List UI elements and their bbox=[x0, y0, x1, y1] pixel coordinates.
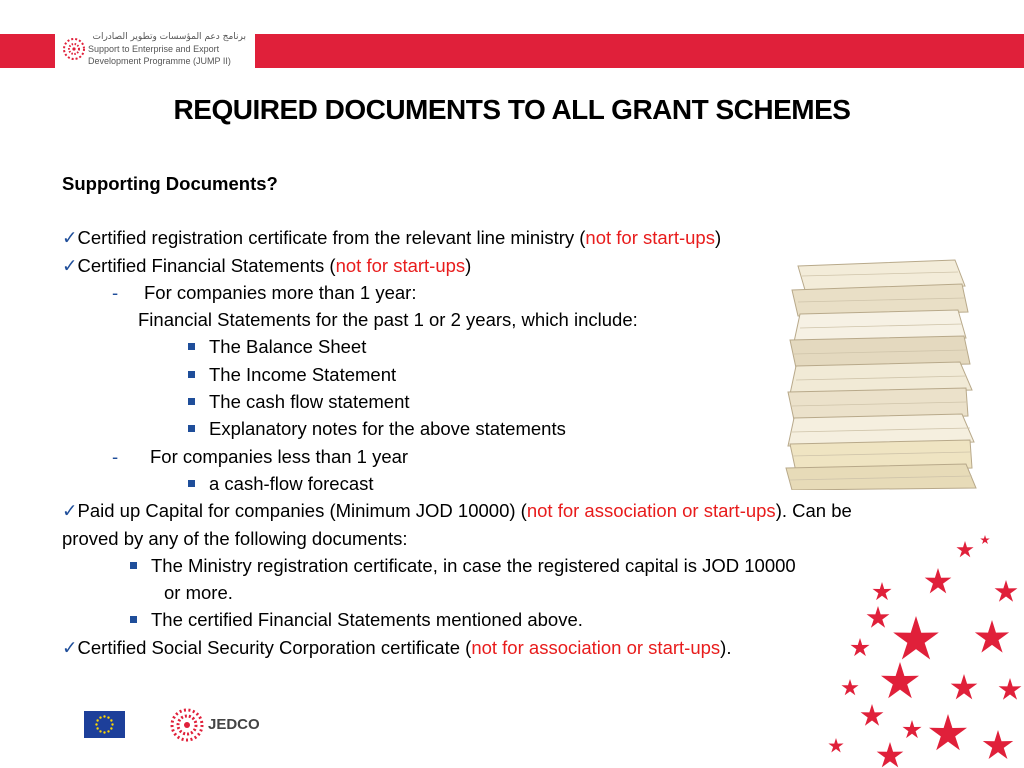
list-item-registration bbox=[62, 224, 962, 251]
square-bullet-icon bbox=[188, 371, 195, 378]
square-bullet-icon bbox=[130, 616, 137, 623]
item-text-end: ) bbox=[465, 254, 472, 276]
exception-note: not for association or start-ups bbox=[471, 636, 721, 658]
eu-stars-icon bbox=[84, 711, 125, 738]
paper-stack-image bbox=[780, 256, 980, 490]
square-bullet-icon bbox=[130, 562, 137, 569]
item-text: Paid up Capital for companies (Minimum JOD 10000) ( bbox=[77, 500, 527, 522]
jump-logo bbox=[55, 27, 255, 71]
exception-note: not for start-ups bbox=[585, 227, 715, 249]
logo-line-2: Development Programme (JUMP II) bbox=[88, 56, 231, 66]
sub-item-text: For companies less than 1 year bbox=[150, 445, 409, 467]
sub-item-detail: Financial Statements for the past 1 or 2 years, which include: bbox=[138, 309, 638, 331]
section-heading: Supporting Documents? bbox=[62, 173, 278, 194]
check-icon: ✓ bbox=[62, 500, 78, 522]
logo-arabic-text: برنامج دعم المؤسسات وتطوير الصادرات bbox=[92, 32, 246, 42]
decorative-stars bbox=[820, 520, 1024, 768]
square-bullet-icon bbox=[188, 343, 195, 350]
item-text-end: ) bbox=[714, 227, 722, 249]
check-icon: ✓ bbox=[62, 227, 78, 249]
jump-logo-icon bbox=[62, 33, 86, 65]
jedco-mark-icon bbox=[168, 704, 206, 746]
square-bullet-icon bbox=[188, 425, 195, 432]
dash-icon: - bbox=[112, 281, 119, 303]
list-item-text: a cash-flow forecast bbox=[209, 472, 374, 494]
list-item-text: The Balance Sheet bbox=[209, 336, 367, 358]
check-icon: ✓ bbox=[62, 254, 78, 276]
square-bullet-icon bbox=[188, 398, 195, 405]
sub-item-text: For companies more than 1 year: bbox=[144, 281, 417, 303]
page-title: REQUIRED DOCUMENTS TO ALL GRANT SCHEMES bbox=[173, 94, 851, 125]
check-icon: ✓ bbox=[62, 636, 78, 658]
dash-icon: - bbox=[112, 445, 119, 467]
list-item-text: The Income Statement bbox=[209, 363, 397, 385]
list-item-continuation: or more. bbox=[164, 582, 233, 604]
jedco-label: JEDCO bbox=[208, 716, 260, 733]
list-item-text: The Ministry registration certificate, in case the registered capital is JOD 10000 bbox=[151, 554, 796, 576]
item-text: Certified Social Security Corporation certificate ( bbox=[77, 636, 472, 658]
list-item-text: The certified Financial Statements mentioned above. bbox=[151, 609, 583, 631]
eu-flag-logo bbox=[84, 711, 125, 738]
exception-note: not for start-ups bbox=[335, 254, 466, 276]
jedco-logo bbox=[168, 704, 268, 746]
square-bullet-icon bbox=[188, 480, 195, 487]
logo-line-1: Support to Enterprise and Export bbox=[88, 44, 220, 54]
list-item-text: The cash flow statement bbox=[209, 391, 410, 413]
exception-note: not for association or start-ups bbox=[526, 500, 776, 522]
item-text-end: ). Can be bbox=[775, 500, 852, 522]
item-text: Certified Financial Statements ( bbox=[77, 254, 336, 276]
item-text: Certified registration certificate from the relevant line ministry ( bbox=[77, 227, 586, 249]
item-text-end: ). bbox=[720, 636, 732, 658]
list-item-text: Explanatory notes for the above statements bbox=[209, 418, 566, 440]
item-continuation: proved by any of the following documents: bbox=[62, 527, 408, 549]
